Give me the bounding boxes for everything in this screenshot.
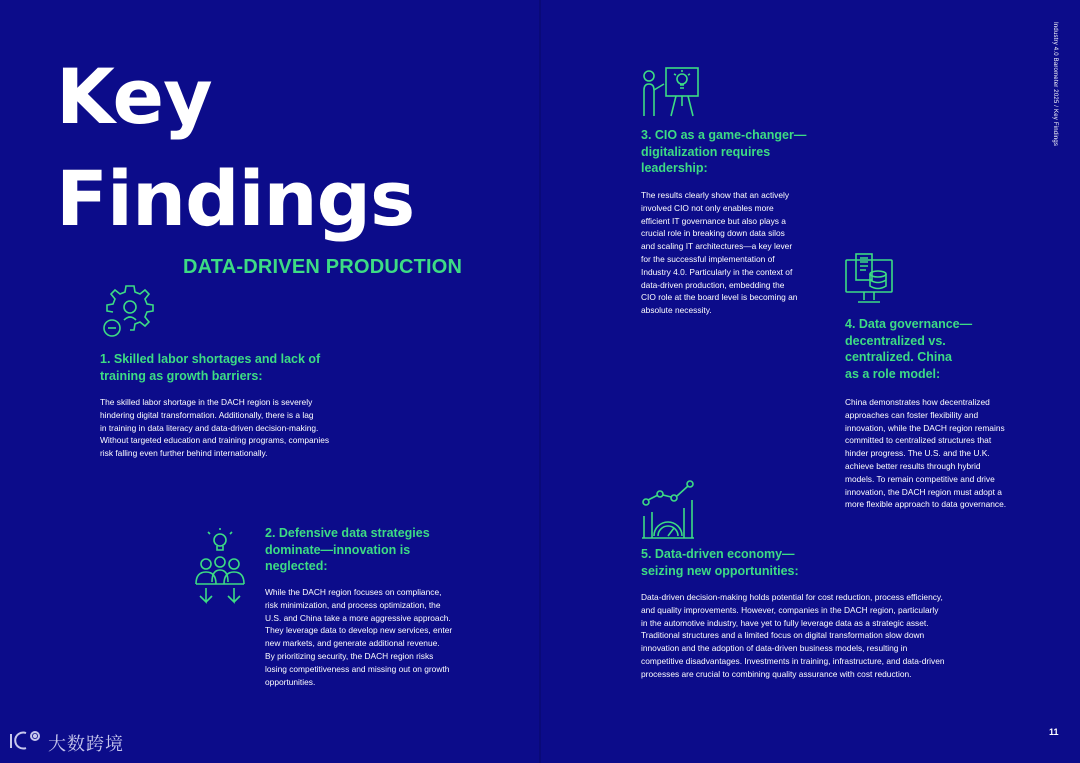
finding-1-body — [100, 396, 329, 460]
body-line: new markets, and generate additional revenue. — [265, 638, 440, 649]
growth-gauge-icon — [640, 480, 696, 540]
finding-5-heading — [641, 546, 799, 579]
running-head: Industry 4.0 Barometer 2025 / Key Findings — [1052, 22, 1058, 147]
body-line: Industry 4.0. Particularly in the context of — [641, 266, 793, 277]
body-line: The results clearly show that an actively — [641, 190, 790, 200]
finding-4-body — [845, 396, 1006, 511]
title-line-1: Key — [56, 52, 212, 141]
body-line: in the automotive industry, have yet to fully leverage data as a strategic asset. — [641, 617, 929, 628]
body-line: risk falling even further behind internationally. — [100, 448, 268, 459]
body-line: CIO role at the board level is becoming an — [641, 292, 798, 303]
body-line: for the successful implementation of — [641, 253, 775, 264]
finding-5-heading-line: 5. Data-driven economy— — [641, 547, 795, 561]
finding-3-heading — [641, 127, 806, 177]
body-line: absolute necessity. — [641, 305, 712, 316]
watermark — [8, 728, 124, 757]
body-line: achieve better results through hybrid — [845, 460, 981, 471]
body-line: in training in data literacy and data-driven decision-making. — [100, 422, 319, 433]
team-idea-icon — [190, 528, 250, 616]
body-line: approaches can foster flexibility and — [845, 409, 979, 420]
body-line: more flexible approach to data governance. — [845, 499, 1007, 510]
finding-3-body — [641, 189, 797, 317]
monitor-database-icon — [844, 252, 894, 306]
page-fold-divider — [539, 0, 541, 763]
section-title: DATA-DRIVEN PRODUCTION — [183, 256, 463, 278]
body-line: and quality improvements. However, companies in the DACH region, particularly — [641, 604, 939, 615]
finding-2-heading-line: neglected: — [265, 559, 328, 573]
body-line: hinder progress. The U.S. and the U.K. — [845, 448, 990, 459]
body-line: crucial role in breaking down data silos — [641, 228, 785, 239]
body-line: and scaling IT architectures—a key lever — [641, 241, 793, 252]
body-line: U.S. and China take a more aggressive approach. — [265, 612, 451, 623]
page-title — [56, 46, 414, 250]
body-line: innovation and the adoption of data-driven business models, resulting in — [641, 643, 908, 654]
body-line: innovation, while the DACH region remains — [845, 422, 1005, 433]
watermark-text: 大数跨境 — [48, 733, 124, 755]
finding-1-heading-line: training as growth barriers: — [100, 368, 263, 383]
body-line: They leverage data to develop new services, enter — [265, 625, 453, 636]
finding-4-heading — [845, 316, 972, 382]
watermark-logo-icon — [8, 728, 42, 757]
body-line: losing competitiveness and missing out on growth — [265, 663, 450, 674]
body-line: innovation, the DACH region must adopt a — [845, 486, 1002, 497]
body-line: risk minimization, and process optimization, the — [265, 599, 441, 610]
body-line: involved CIO not only enables more — [641, 202, 774, 213]
finding-4-heading-line: 4. Data governance— — [845, 317, 973, 331]
body-line: processes are crucial to combining quality assurance with cost reduction. — [641, 668, 912, 679]
finding-3-heading-line: leadership: — [641, 161, 708, 175]
title-line-2: Findings — [56, 154, 415, 243]
finding-2-heading — [265, 525, 430, 575]
body-line: Data-driven decision-making holds potential for cost reduction, process efficiency, — [641, 592, 943, 602]
body-line: While the DACH region focuses on compliance, — [265, 587, 442, 597]
body-line: Traditional structures and a limited focus on digital transformation slow down — [641, 630, 925, 641]
body-line: China demonstrates how decentralized — [845, 397, 990, 407]
finding-2-body — [265, 586, 452, 688]
body-line: efficient IT governance but also plays a — [641, 215, 786, 226]
body-line: Without targeted education and training programs, companies — [100, 435, 330, 446]
finding-4-heading-line: as a role model: — [845, 366, 941, 381]
finding-4-heading-line: decentralized vs. — [845, 333, 946, 348]
body-line: data-driven production, embedding the — [641, 279, 785, 290]
finding-2-heading-line: dominate—innovation is — [265, 542, 411, 557]
finding-4-heading-line: centralized. China — [845, 350, 952, 364]
page-number: 11 — [1049, 727, 1059, 737]
finding-1-heading-line: 1. Skilled labor shortages and lack of — [100, 352, 321, 366]
finding-3-heading-line: 3. CIO as a game-changer— — [641, 128, 807, 142]
body-line: By prioritizing security, the DACH region risks — [265, 650, 434, 661]
body-line: opportunities. — [265, 676, 316, 687]
gear-person-icon — [98, 280, 162, 344]
body-line: hindering digital transformation. Additionally, there is a lag — [100, 409, 314, 420]
body-line: models. To remain competitive and drive — [845, 473, 995, 484]
body-line: competitive disadvantages. Investments in training, infrastructure, and data-driven — [641, 655, 945, 666]
presenter-board-icon — [640, 66, 700, 120]
finding-3-heading-line: digitalization requires — [641, 144, 771, 159]
finding-5-body — [641, 591, 945, 681]
body-line: The skilled labor shortage in the DACH region is severely — [100, 397, 313, 407]
body-line: committed to centralized structures that — [845, 435, 992, 446]
finding-1-heading — [100, 351, 320, 384]
finding-2-heading-line: 2. Defensive data strategies — [265, 526, 430, 540]
finding-5-heading-line: seizing new opportunities: — [641, 563, 799, 578]
